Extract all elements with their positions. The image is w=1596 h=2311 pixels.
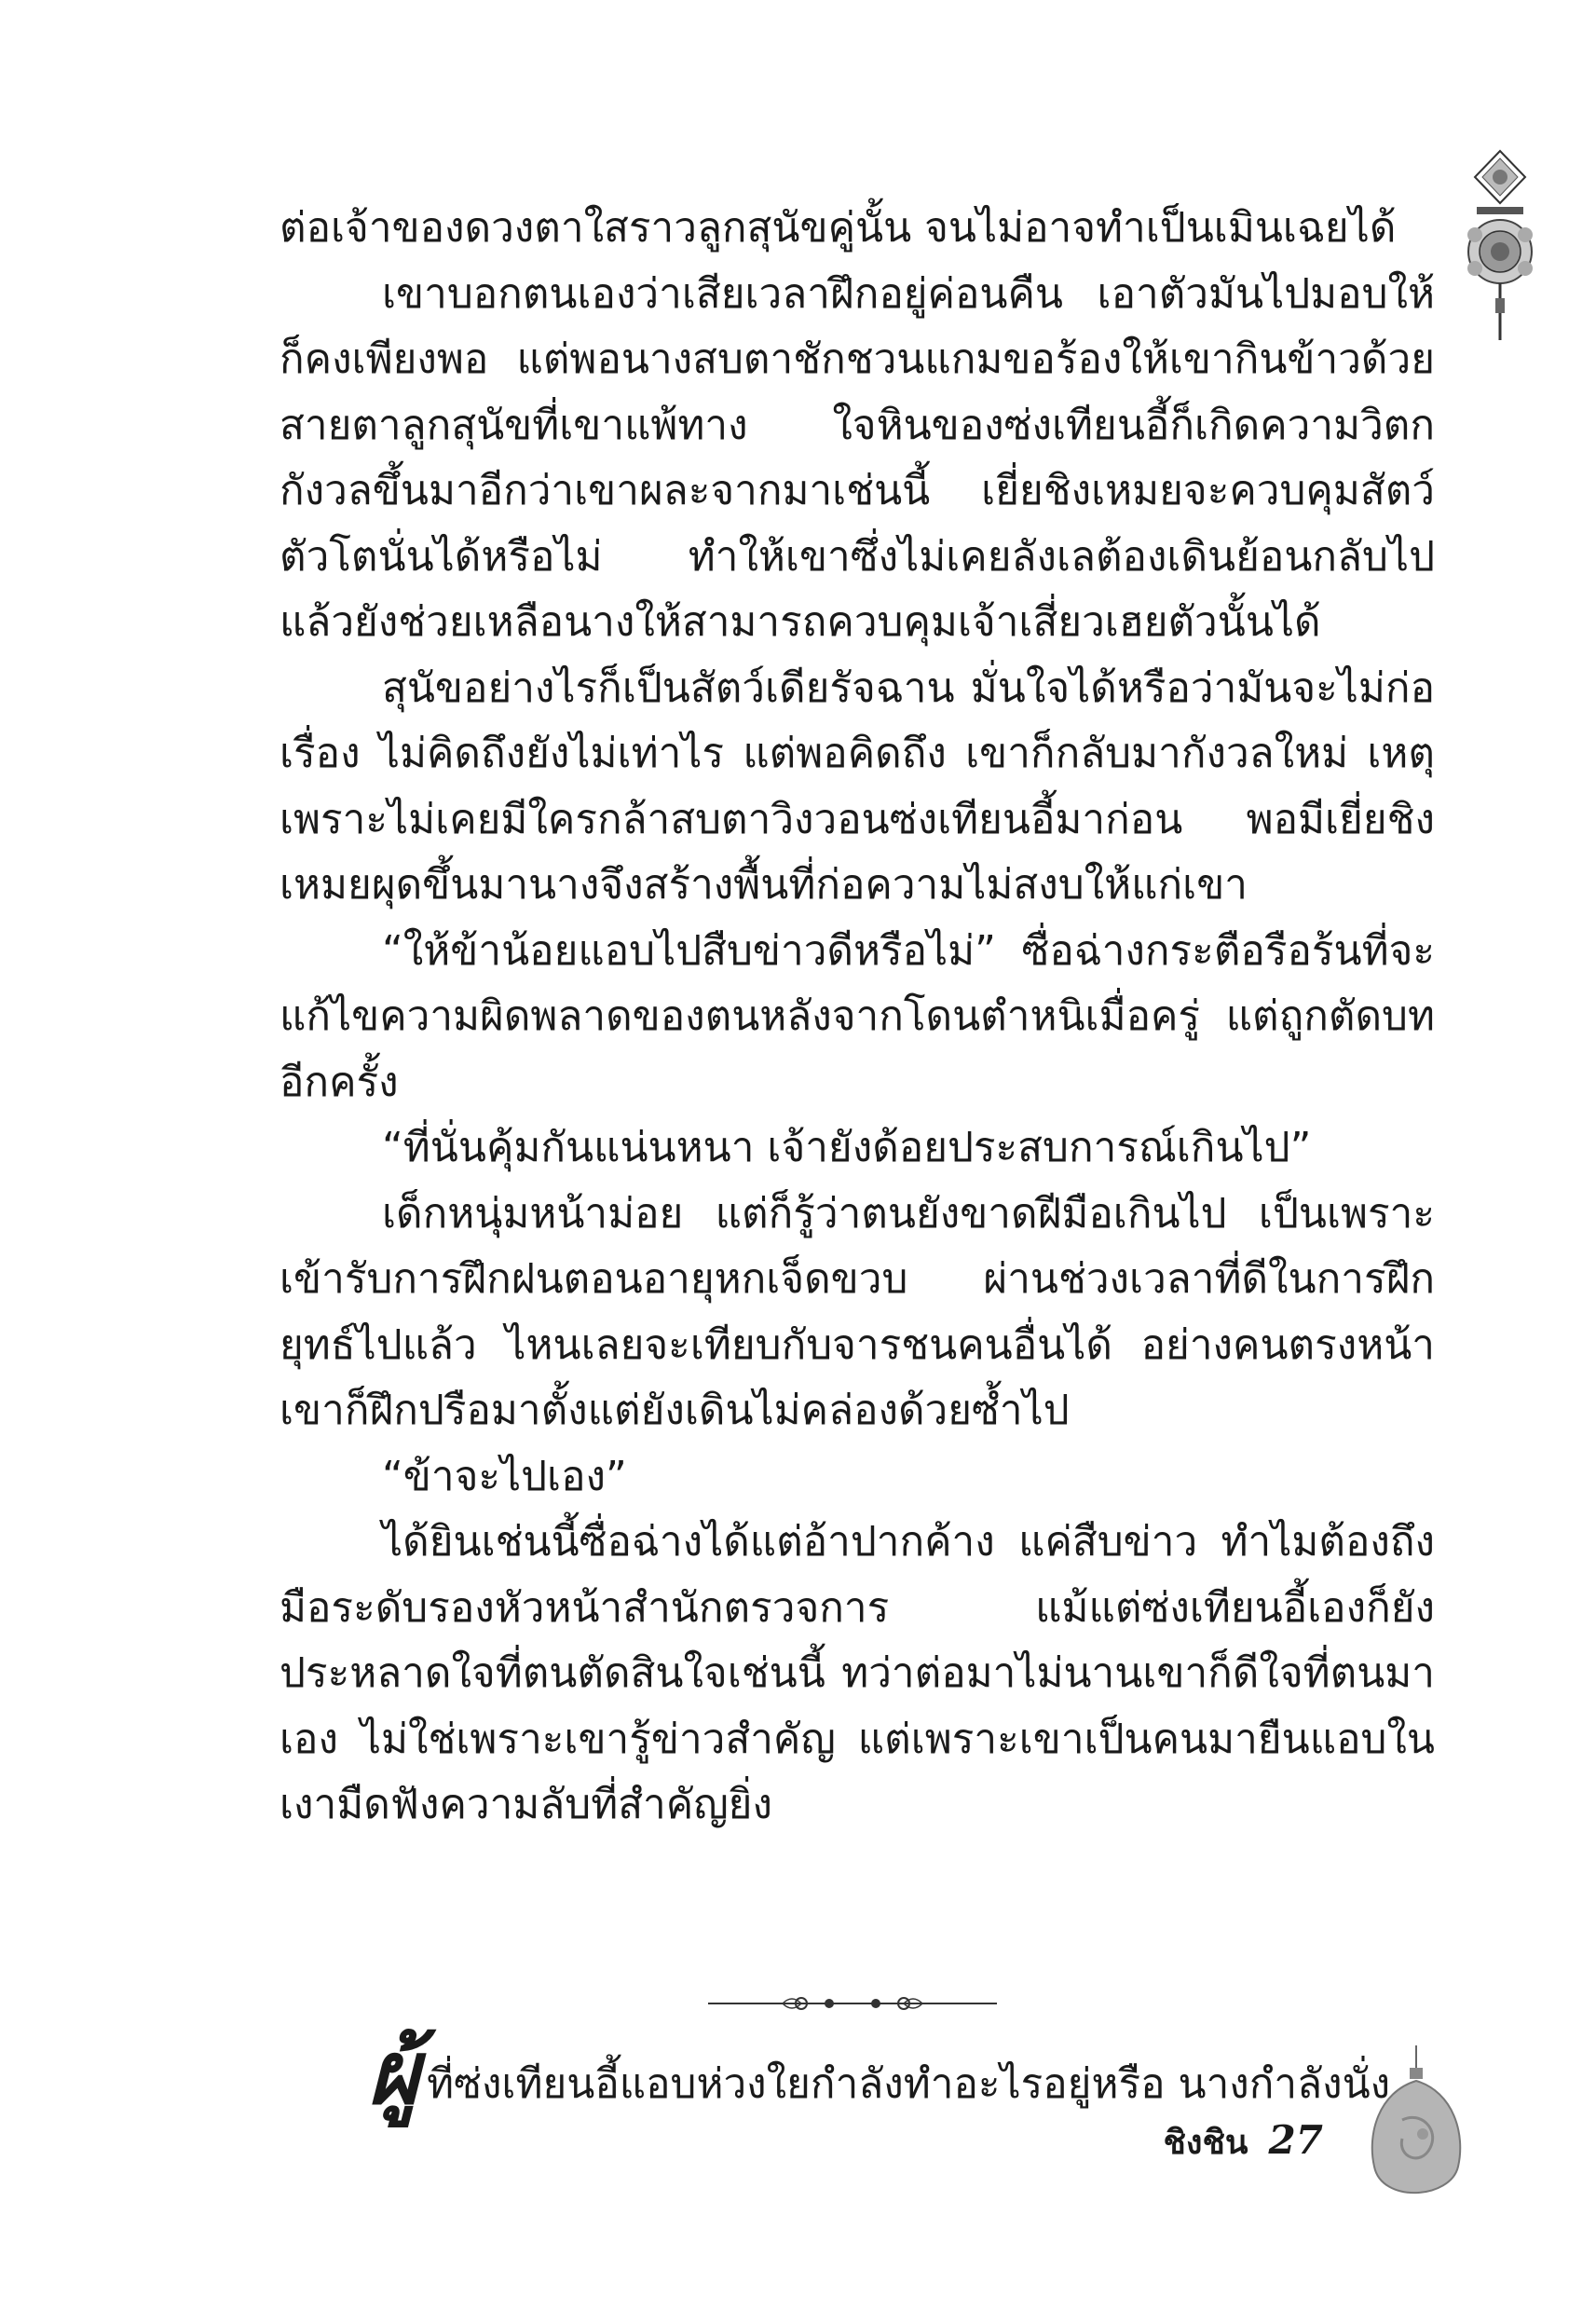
drop-cap: ผู้ — [368, 2022, 420, 2125]
page-number: 27 — [1268, 2117, 1323, 2163]
section-divider-icon — [708, 1990, 997, 2017]
paragraph: ได้ยินเช่นนี้ซื่อฉ่างได้แต่อ้าปากค้าง แค่สืบข่าว ทำไมต้องถึงมือระดับรองหัวหน้าสำนักตรวจการ แม้แต่ซ่งเทียนอี้เองก็ยังประหลาดใจที่ตนตัดสินใจเช่นนี้ ทว่าต่อมาไม่นานเขาก็ดีใจที่ตนมาเอง ไม่ใช่เพราะเขารู้ข่าวสำคัญ แต่เพราะเขาเป็นคนมายืนแอบในเงามืดฟังความลับที่สำคัญยิ่ง — [280, 1518, 1435, 1828]
body-text — [280, 196, 1435, 1839]
jade-pendant-icon — [1365, 2045, 1467, 2208]
paragraph: “ที่นั่นคุ้มกันแน่นหนา เจ้ายังด้อยประสบการณ์เกินไป” — [382, 1124, 1312, 1171]
paragraph: สุนัขอย่างไรก็เป็นสัตว์เดียรัจฉาน มั่นใจได้หรือว่ามันจะไม่ก่อเรื่อง ไม่คิดถึงยังไม่เท่าไร แต่พอคิดถึง เขาก็กลับมากังวลใหม่ เหตุเพราะไม่เคยมีใครกล้าสบตาวิงวอนซ่งเทียนอี้มาก่อน พอมีเยี่ยชิงเหมยผุดขึ้นมานางจึงสร้างพื้นที่ก่อความไม่สงบให้แก่เขา — [280, 663, 1435, 909]
decorative-ornament-icon — [1458, 149, 1542, 345]
opening-text: ที่ซ่งเทียนอี้แอบห่วงใยกำลังทำอะไรอยู่หรือ นางกำลังนั่ง — [427, 2060, 1391, 2108]
paragraph: เด็กหนุ่มหน้าม่อย แต่ก็รู้ว่าตนยังขาดฝีมือเกินไป เป็นเพราะเข้ารับการฝึกฝนตอนอายุหกเจ็ดขวบ ผ่านช่วงเวลาที่ดีในการฝึกยุทธ์ไปแล้ว ไหนเลยจะเทียบกับจารชนคนอื่นได้ อย่างคนตรงหน้าเขาก็ฝึกปรือมาตั้งแต่ยังเดินไม่คล่องด้วยซ้ำไป — [280, 1189, 1435, 1434]
paragraph: “ให้ข้าน้อยแอบไปสืบข่าวดีหรือไม่” ซื่อฉ่างกระตือรือร้นที่จะแก้ไขความผิดพลาดของตนหลังจากโดนตำหนิเมื่อครู่ แต่ถูกตัดบทอีกครั้ง — [280, 926, 1435, 1106]
paragraph: “ข้าจะไปเอง” — [382, 1452, 627, 1500]
paragraph: ต่อเจ้าของดวงตาใสราวลูกสุนัขคู่นั้น จนไม่อาจทำเป็นเมินเฉยได้ — [280, 204, 1397, 252]
paragraph: เขาบอกตนเองว่าเสียเวลาฝึกอยู่ค่อนคืน เอาตัวมันไปมอบให้ก็คงเพียงพอ แต่พอนางสบตาชักชวนแกมขอร้องให้เขากินข้าวด้วยสายตาลูกสุนัขที่เขาแพ้ทาง ใจหินของซ่งเทียนอี้ก็เกิดความวิตกกังวลขึ้นมาอีกว่าเขาผละจากมาเช่นนี้ เยี่ยชิงเหมยจะควบคุมสัตว์ตัวโตนั่นได้หรือไม่ ทำให้เขาซึ่งไม่เคยลังเลต้องเดินย้อนกลับไป แล้วยังช่วยเหลือนางให้สามารถควบคุมเจ้าเสี่ยวเฮยตัวนั้นได้ — [280, 269, 1435, 646]
page-footer — [1099, 2115, 1323, 2168]
book-title: ชิงชิน — [1163, 2123, 1248, 2162]
section-opening — [368, 2022, 1439, 2126]
